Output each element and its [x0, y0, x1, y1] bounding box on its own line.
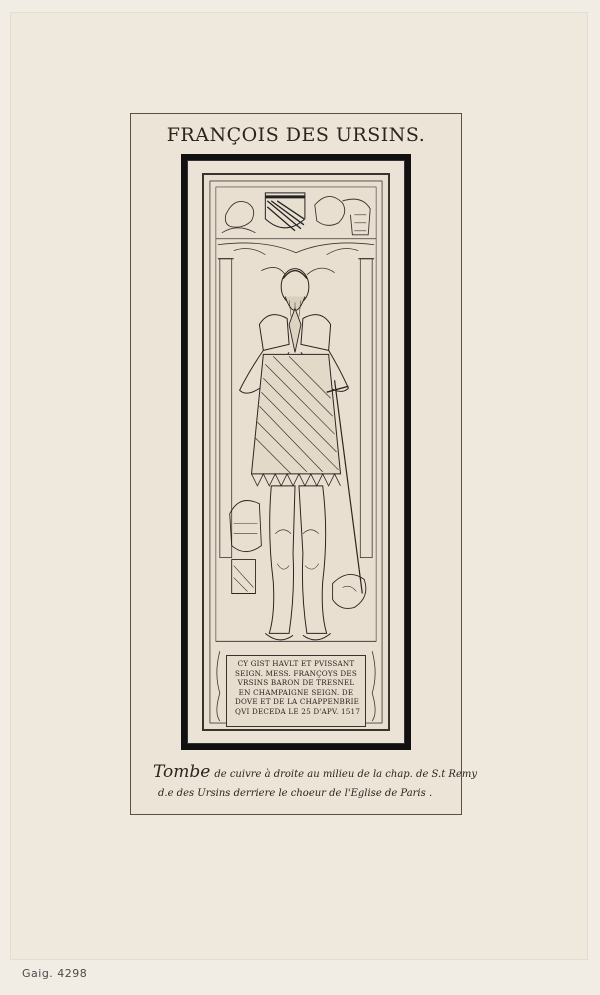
- caption-line-1-text: de cuivre à droite au milieu de la chap. de S.t Remy: [214, 769, 477, 780]
- engraving-caption: [153, 762, 477, 799]
- tomb-inner-panel: [187, 160, 405, 744]
- epitaph-line: QVI DECEDA LE 25 D'APV. 1517: [235, 706, 361, 716]
- inventory-mark: Gaig. 4298: [22, 967, 88, 980]
- epitaph-line: SEIGN. MESS. FRANÇOYS DES: [235, 668, 357, 678]
- epitaph-line: DOVE ET DE LA CHAPPENBRIE: [235, 697, 360, 707]
- engraving-title: FRANÇOIS DES URSINS.: [166, 124, 426, 146]
- caption-line-2: d.e des Ursins derriere le choeur de l'Eglise de Paris .: [158, 788, 433, 799]
- caption-line-1: [153, 762, 477, 782]
- knight-effigy-illustration: [204, 175, 388, 729]
- engraving-plate: [130, 113, 477, 815]
- epitaph-line: CY GIST HAVLT ET PVISSANT: [237, 659, 355, 668]
- tomb-slab: [202, 173, 390, 731]
- caption-tombe: Tombe: [153, 762, 211, 782]
- epitaph-line: VRSINS BARON DE TRESNEL: [237, 678, 355, 688]
- tomb-black-frame: [181, 154, 411, 750]
- epitaph-line: EN CHAMPAIGNE SEIGN. DE: [238, 687, 354, 697]
- epitaph-inscription: [226, 655, 366, 727]
